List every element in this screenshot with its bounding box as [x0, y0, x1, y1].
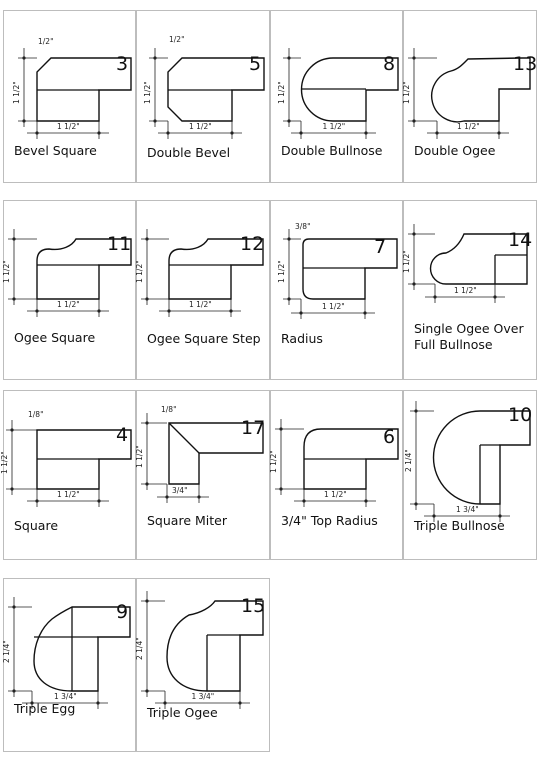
height-dimension-label: 1 1/2"	[135, 444, 144, 468]
height-dimension-label: 2 1/4"	[404, 448, 413, 472]
height-dimension-label: 2 1/4"	[2, 640, 11, 663]
width-dimension-label: 1 1/2"	[189, 122, 212, 131]
profile-number: 7	[374, 236, 387, 258]
profile-name: Ogee Square	[14, 330, 96, 345]
corner-dimension-label: 1/8"	[28, 410, 44, 419]
profile-name: Square	[14, 518, 59, 533]
profile-card	[403, 10, 537, 183]
profile-number: 5	[249, 53, 262, 75]
profile-number: 3	[116, 53, 129, 75]
corner-dimension-label: 1/8"	[161, 405, 177, 414]
profile-card	[136, 10, 270, 183]
profile-card	[270, 390, 403, 560]
profile-card	[0, 390, 136, 560]
width-dimension-label: 1 3/4"	[456, 505, 479, 514]
profile-card	[136, 390, 270, 560]
height-dimension-label: 1 1/2"	[0, 450, 9, 474]
profile-name: Radius	[281, 331, 323, 346]
width-dimension-label: 1 3/4"	[54, 692, 77, 701]
profile-name: Double Bevel	[147, 145, 231, 160]
edge-profile-diagram	[271, 201, 404, 381]
corner-dimension-label: 1/2"	[169, 35, 185, 44]
profile-card	[3, 10, 136, 183]
profile-card	[270, 10, 403, 183]
profile-name: Double Ogee	[414, 143, 496, 158]
width-dimension-label: 1 1/2"	[57, 300, 80, 309]
width-dimension-label: 1 1/2"	[324, 490, 347, 499]
profile-number: 15	[241, 595, 266, 617]
profile-card	[136, 200, 270, 380]
profile-card	[403, 200, 537, 380]
profile-name: 3/4" Top Radius	[281, 513, 378, 528]
profile-number: 10	[508, 404, 533, 426]
profile-name: Bevel Square	[14, 143, 97, 158]
height-dimension-label: 1 1/2"	[402, 250, 411, 273]
corner-dimension-label: 3/8"	[295, 222, 311, 231]
width-dimension-label: 1 1/2"	[189, 300, 212, 309]
height-dimension-label: 1 1/2"	[402, 80, 411, 104]
corner-dimension-label: 1/2"	[38, 37, 54, 46]
height-dimension-label: 1 1/2"	[143, 80, 152, 104]
height-dimension-label: 1 1/2"	[135, 260, 144, 283]
width-dimension-label: 1 1/2"	[322, 122, 346, 131]
width-dimension-label: 1 3/4"	[191, 692, 215, 701]
edge-profile-diagram	[271, 391, 404, 561]
profile-number: 8	[383, 53, 396, 75]
width-dimension-label: 3/4"	[172, 486, 188, 495]
profile-name: Double Bullnose	[281, 143, 383, 158]
height-dimension-label: 1 1/2"	[12, 80, 21, 104]
profile-name: Triple Ogee	[147, 705, 218, 720]
edge-profile-diagram	[4, 201, 137, 381]
profile-number: 4	[116, 424, 129, 446]
height-dimension-label: 1 1/2"	[277, 80, 286, 104]
width-dimension-label: 1 1/2"	[457, 122, 480, 131]
profile-name: Triple Bullnose	[414, 518, 505, 533]
profile-name: Square Miter	[147, 513, 227, 528]
height-dimension-label: 1 1/2"	[269, 450, 278, 473]
profile-number: 17	[241, 417, 266, 439]
profile-number: 13	[513, 53, 538, 75]
profile-number: 12	[240, 233, 265, 255]
profile-card	[136, 578, 270, 752]
profile-number: 9	[116, 601, 129, 623]
height-dimension-label: 1 1/2"	[2, 260, 11, 283]
width-dimension-label: 1 1/2"	[57, 490, 80, 499]
height-dimension-label: 2 1/4"	[135, 637, 144, 660]
profile-card	[403, 390, 537, 560]
profile-name: Ogee Square Step	[147, 331, 261, 346]
profile-name: Single Ogee Over Full Bullnose	[414, 321, 524, 352]
width-dimension-label: 1 1/2"	[454, 286, 477, 295]
profile-number: 14	[508, 229, 533, 251]
profile-name: Triple Egg	[14, 701, 76, 716]
width-dimension-label: 1 1/2"	[57, 122, 80, 131]
profile-card	[3, 578, 136, 752]
profile-card	[270, 200, 403, 380]
profile-number: 11	[107, 233, 132, 255]
edge-profile-diagram	[4, 391, 137, 561]
width-dimension-label: 1 1/2"	[322, 302, 345, 311]
profile-number: 6	[383, 426, 396, 448]
edge-profile-diagram	[137, 201, 271, 381]
height-dimension-label: 1 1/2"	[277, 260, 286, 283]
profile-card	[3, 200, 136, 380]
